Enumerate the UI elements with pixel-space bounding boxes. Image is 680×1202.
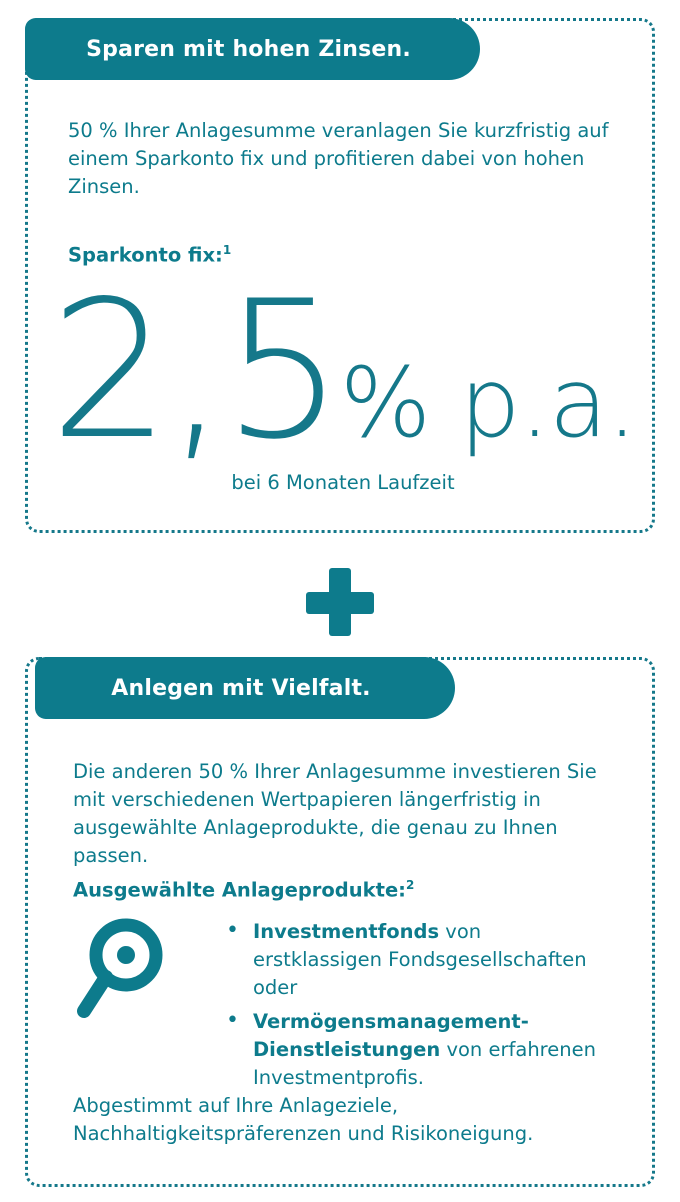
interest-rate-term-note: bei 6 Monaten Laufzeit bbox=[231, 471, 455, 494]
investment-sub-label bbox=[73, 878, 414, 902]
list-item-bold: Vermögensmanagement-Dienstleistungen bbox=[253, 1010, 529, 1061]
investment-intro-text: Die anderen 50 % Ihrer Anlagesumme investieren Sie mit verschiedenen Wertpapieren längerfristig in ausgewählte Anlageprodukte, die genau zu Ihnen passen. bbox=[73, 760, 597, 867]
savings-intro-text: 50 % Ihrer Anlagesumme veranlagen Sie kurzfristig auf einem Sparkonto fix und profitieren dabei von hohen Zinsen. bbox=[68, 119, 609, 198]
list-item bbox=[218, 918, 608, 1002]
investment-sub-label-text: Ausgewählte Anlageprodukte: bbox=[73, 878, 406, 902]
magnifier-icon bbox=[76, 915, 172, 1020]
interest-rate-per-annum bbox=[430, 347, 460, 459]
savings-footnote-marker: 1 bbox=[222, 243, 232, 257]
savings-sub-label-text: Sparkonto fix: bbox=[68, 243, 223, 267]
savings-card-header: Sparen mit hohen Zinsen. bbox=[25, 18, 480, 80]
interest-rate-number: 2,5 bbox=[49, 260, 340, 481]
investment-closing-text: Abgestimmt auf Ihre Anlageziele, Nachhaltigkeitspräferenzen und Risikoneigung. bbox=[73, 1094, 534, 1145]
list-item-rest: von erfahrenen Investmentprofis. bbox=[253, 1038, 596, 1089]
investment-card-header: Anlegen mit Vielfalt. bbox=[35, 657, 455, 719]
list-item-rest: von erstklassigen Fondsgesellschaften oder bbox=[253, 920, 587, 999]
interest-rate-percent-symbol: % bbox=[339, 347, 431, 459]
investment-footnote-marker: 2 bbox=[405, 878, 415, 892]
investment-card bbox=[25, 657, 655, 1187]
interest-rate-per-annum-text: p.a. bbox=[459, 347, 637, 459]
plus-icon bbox=[306, 568, 374, 636]
list-item-bold: Investmentfonds bbox=[253, 920, 440, 943]
list-item bbox=[218, 1008, 608, 1092]
investment-product-list bbox=[218, 918, 608, 1098]
savings-card bbox=[25, 18, 655, 533]
interest-rate-display bbox=[28, 260, 658, 481]
